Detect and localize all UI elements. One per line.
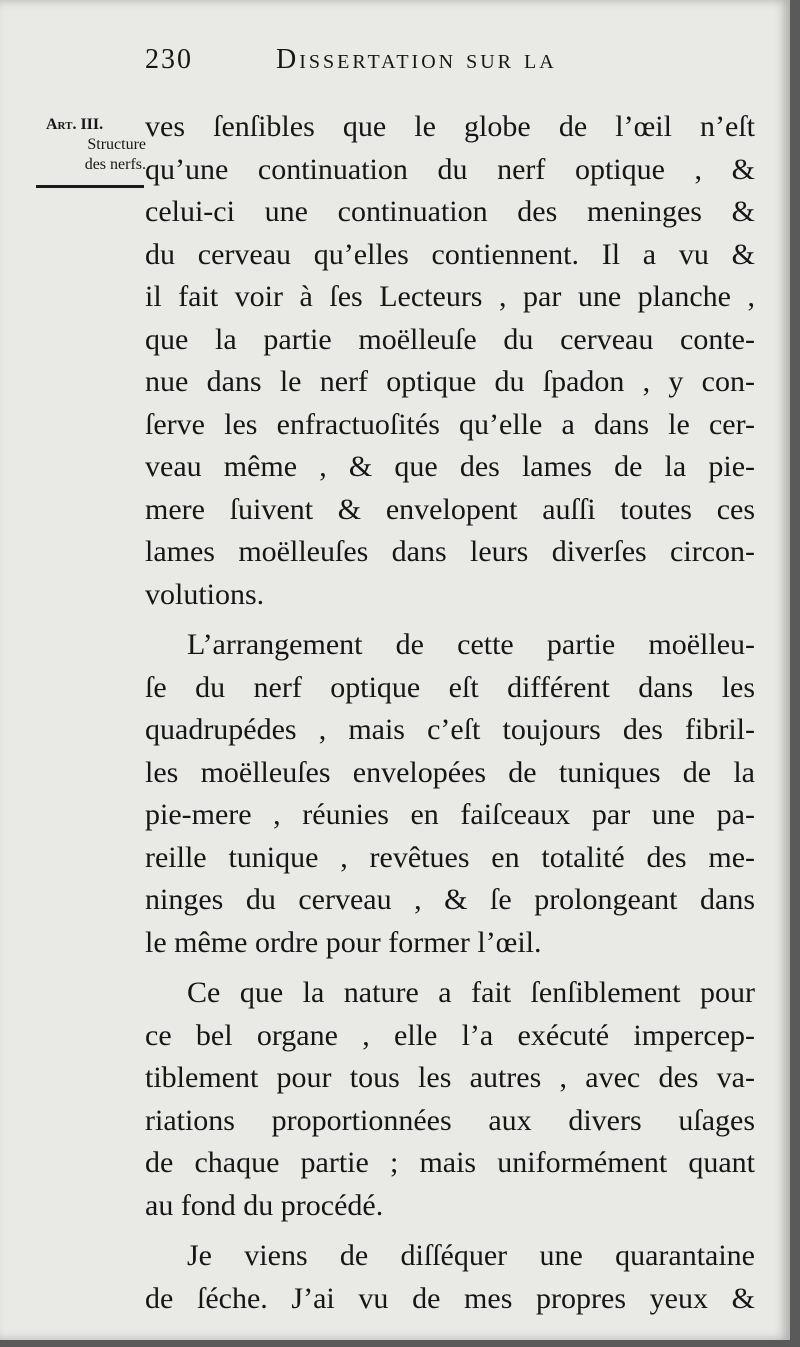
text-line: du cerveau qu’elles contiennent. Il a vu & xyxy=(145,237,755,271)
text-line: les moëlleuſes envelopées de tuniques de la xyxy=(145,755,755,789)
text-line: de chaque partie ; mais uniformément quant xyxy=(145,1146,755,1179)
paragraph-gap xyxy=(145,1227,755,1235)
text-line: de ſéche. J’ai vu de mes propres yeux & xyxy=(145,1281,755,1315)
margin-rule xyxy=(36,185,144,188)
text-line: lames moëlleuſes dans leurs diverſes circon- xyxy=(145,535,755,568)
text-line: il fait voir à ſes Lecteurs , par une planche , xyxy=(145,280,755,313)
margin-article: Art. III. xyxy=(46,116,104,133)
running-title: Dissertation sur la xyxy=(276,44,557,75)
paragraph-gap xyxy=(145,964,755,972)
text-line: quadrupédes , mais c’eſt toujours des fibril- xyxy=(145,713,755,746)
text-line: Je viens de diſſéquer une quarantaine xyxy=(187,1239,755,1272)
text-line: ves ſenſibles que le globe de l’œil n’eſt xyxy=(145,110,755,143)
text-line: au fond du procédé. xyxy=(145,1188,384,1222)
text-line: pie-mere , réunies en faiſceaux par une pa- xyxy=(145,798,755,831)
text-line: ſerve les enfractuoſités qu’elle a dans le cer- xyxy=(145,407,755,441)
text-line: ſe du nerf optique eſt différent dans les xyxy=(145,670,755,704)
text-line: que la partie moëlleuſe du cerveau conte- xyxy=(145,322,755,356)
text-line: Ce que la nature a fait ſenſiblement pour xyxy=(187,976,755,1009)
text-line: reille tunique , revêtues en totalité des me- xyxy=(145,840,755,874)
paragraph-gap xyxy=(145,616,755,624)
text-line: ce bel organe , elle l’a exécuté impercep- xyxy=(145,1018,755,1052)
text-line: nue dans le nerf optique du ſpadon , y con- xyxy=(145,365,755,398)
page-number: 230 xyxy=(145,44,193,75)
margin-note xyxy=(34,115,146,188)
text-line: ninges du cerveau , & ſe prolongeant dans xyxy=(145,883,755,916)
text-line: le même ordre pour former l’œil. xyxy=(145,925,542,959)
text-line: volutions. xyxy=(145,577,265,611)
text-line: celui-ci une continuation des meninges & xyxy=(145,195,755,228)
margin-subject-line1: Structure xyxy=(87,136,146,153)
text-line: veau même , & que des lames de la pie- xyxy=(145,450,755,483)
text-line: riations proportionnées aux divers uſages xyxy=(145,1103,755,1137)
text-line: mere ſuivent & envelopent auſſi toutes ces xyxy=(145,492,755,526)
body-text xyxy=(145,106,755,1320)
text-line: tiblement pour tous les autres , avec des va- xyxy=(145,1061,755,1094)
text-line: qu’une continuation du nerf optique , & xyxy=(145,152,755,186)
text-line: L’arrangement de cette partie moëlleu- xyxy=(187,628,755,661)
margin-subject-line2: des nerfs. xyxy=(84,156,146,173)
